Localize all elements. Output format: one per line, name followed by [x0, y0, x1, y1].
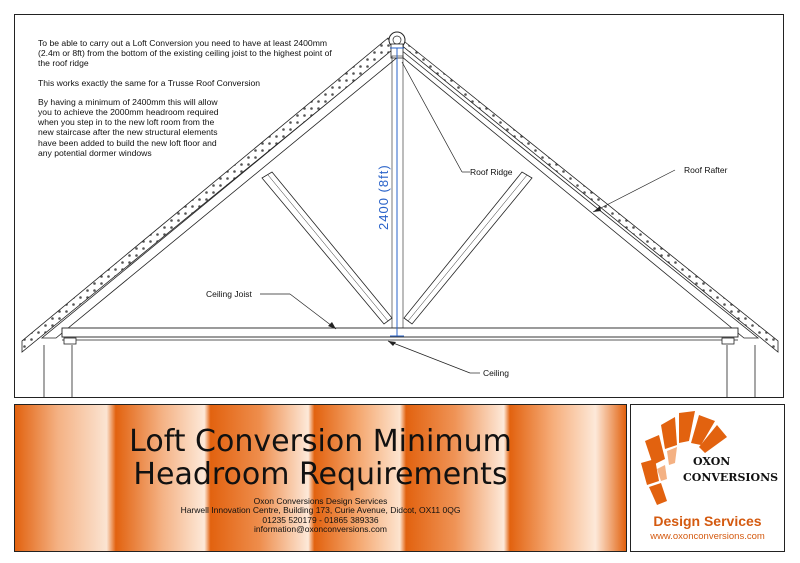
right-roof-tiles — [400, 38, 778, 352]
right-strut — [404, 172, 532, 324]
roof-ridge-label: Roof Ridge — [470, 167, 513, 177]
intro-text — [38, 38, 338, 167]
logo-block — [630, 404, 785, 552]
email-address: information@oxonconversions.com — [254, 523, 387, 534]
right-wall-plate — [722, 338, 734, 344]
roof-rafter-leader — [593, 170, 675, 212]
title-block — [14, 404, 627, 552]
contact-details — [15, 497, 626, 534]
roof-rafter-label: Roof Rafter — [684, 165, 728, 175]
logo-name-line-2: CONVERSIONS — [683, 471, 779, 484]
title-line-2: Headroom Requirements — [133, 457, 508, 492]
company-name: Oxon Conversions Design Services — [253, 496, 388, 506]
dimension-label: 2400 (8ft) — [376, 164, 391, 230]
ceiling-joist-leader — [290, 294, 336, 329]
ceiling-leader — [388, 341, 470, 373]
left-wall-plate — [64, 338, 76, 344]
phone-numbers: 01235 520179 - 01865 389336 — [262, 514, 379, 525]
intro-paragraph-2: This works exactly the same for a Trusse Roof Conversion — [38, 77, 261, 88]
intro-paragraph-1: To be able to carry out a Loft Conversion you need to have at least 2400mm (2.4m or 8ft) from the bottom of the existing ceiling joist to the highest point of the roof ridge — [38, 38, 332, 69]
website-link[interactable]: www.oxonconversions.com — [650, 531, 765, 542]
intro-paragraph-3: By having a minimum of 2400mm this will allow you to achieve the 2000mm headroom required when you step in to the new loft room from the new staircase after the new structural elements have been added to build the new loft floor and any potential dormer windows — [38, 96, 219, 158]
title-line-1: Loft Conversion Minimum — [129, 424, 512, 459]
design-services-label: Design Services — [653, 513, 762, 529]
page-title — [15, 425, 626, 491]
ceiling-joist-label: Ceiling Joist — [206, 289, 252, 299]
ceiling-label: Ceiling — [483, 368, 509, 378]
right-rafter — [401, 50, 758, 338]
company-address: Harwell Innovation Centre, Building 173, Curie Avenue, Didcot, OX11 0QG — [180, 505, 461, 516]
left-strut — [262, 172, 392, 324]
logo-name-line-1: OXON — [693, 455, 731, 468]
